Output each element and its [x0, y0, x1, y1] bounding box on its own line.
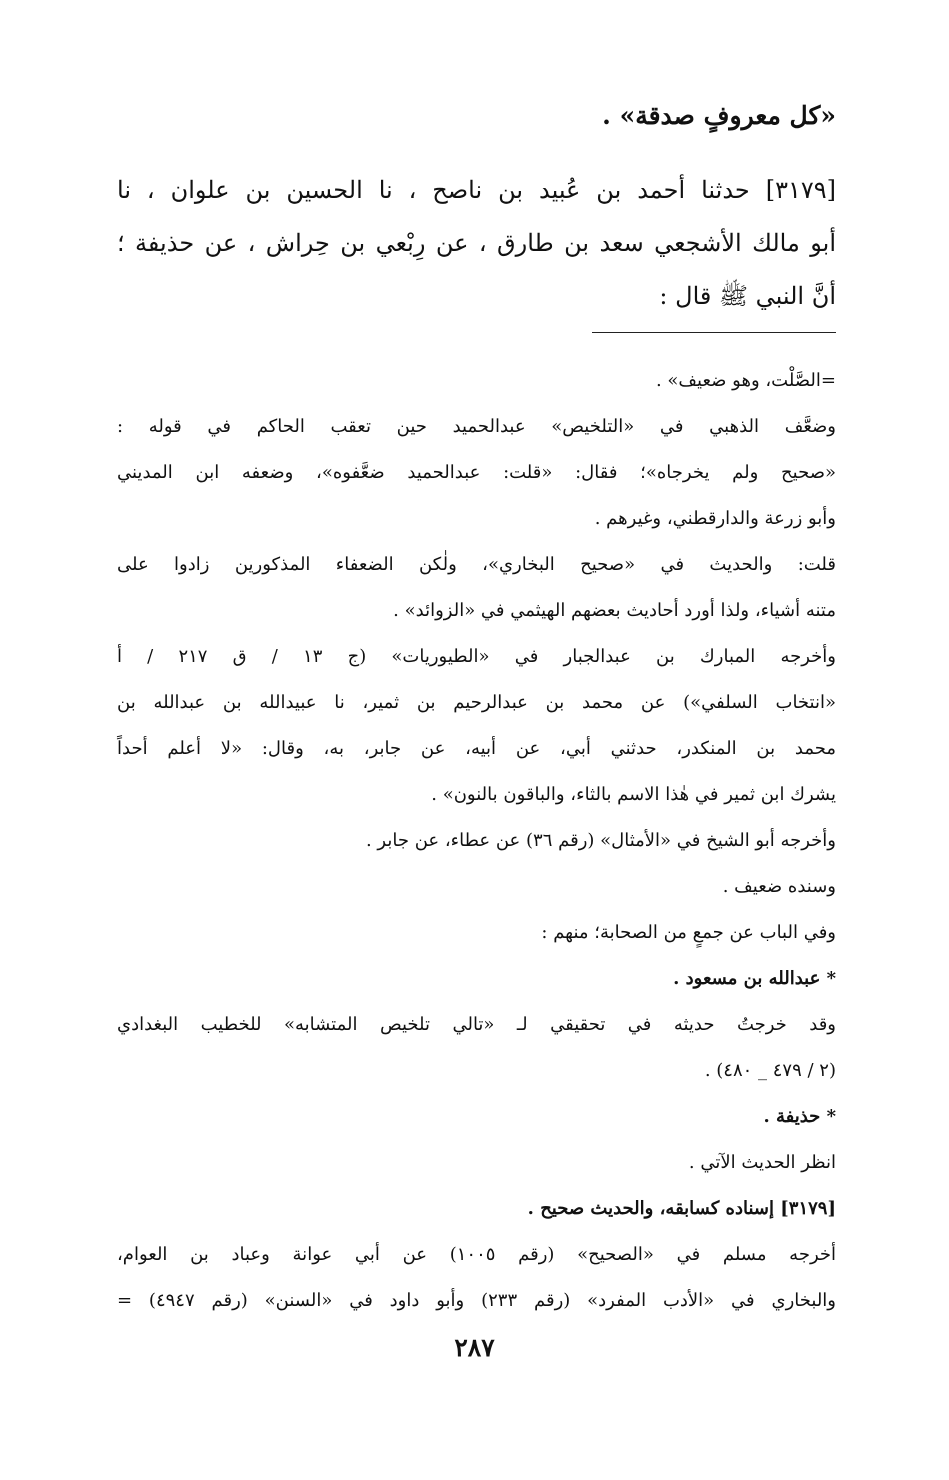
- footnote-line: وأبو زرعة والدارقطني، وغيرهم .: [594, 508, 836, 529]
- footnote-line: وقد خرجتُ حديثه في تحقيقي لـ «تالي تلخيص المتشابه» للخطيب البغدادي: [117, 1014, 836, 1035]
- footnote-line: (٢ / ٤٧٩ _ ٤٨٠) .: [704, 1060, 836, 1081]
- footnote-heading: * حذيفة .: [763, 1106, 836, 1127]
- footnote-line: وأخرجه المبارك بن عبدالجبار في «الطيوريات» (ج ١٣ / ق ٢١٧ / أ: [117, 646, 836, 667]
- footnote-line: «صحيح ولم يخرجاه»؛ فقال: «قلت: عبدالحميد ضعَّفوه»، وضعفه ابن المديني: [117, 462, 836, 483]
- footnote-separator: [592, 332, 836, 333]
- footnote-line: والبخاري في «الأدب المفرد» (رقم ٢٣٣) وأبو داود في «السنن» (رقم ٤٩٤٧) =: [117, 1290, 837, 1311]
- hadith-isnad-line-2: أبو مالك الأشجعي سعد بن طارق ، عن رِبْعي بن حِراش ، عن حذيفة ؛: [117, 229, 836, 257]
- footnote-line: «انتخاب السلفي») عن محمد بن عبدالرحيم بن ثمير، نا عبيدالله بن عبدالله بن: [117, 692, 836, 713]
- footnote-line: انظر الحديث الآتي .: [688, 1152, 836, 1173]
- hadith-ending: «كل معروفٍ صدقة» .: [602, 101, 836, 130]
- footnote-line: قلت: والحديث في «صحيح البخاري»، ولٰكن الضعفاء المذكورين زادوا على: [117, 554, 836, 575]
- footnote-heading: [٣١٧٩] إسناده كسابقه، والحديث صحيح .: [527, 1198, 836, 1219]
- page-number: ٢٨٧: [454, 1333, 495, 1362]
- footnote-line: محمد بن المنكدر، حدثني أبي، عن أبيه، عن جابر، به، وقال: «لا أعلم أحداً: [117, 738, 836, 759]
- hadith-isnad-line-3: أنَّ النبي ﷺ قال :: [659, 282, 836, 310]
- footnote-heading: * عبدالله بن مسعود .: [673, 968, 836, 989]
- hadith-isnad-line-1: [٣١٧٩] حدثنا أحمد بن عُبيد بن ناصح ، نا الحسين بن علوان ، نا: [117, 176, 836, 204]
- footnote-line: متنه أشياء، ولذا أورد أحاديث بعضهم الهيثمي في «الزوائد» .: [393, 600, 836, 621]
- footnote-line: =الصَّلْت، وهو ضعيف» .: [655, 370, 836, 391]
- footnote-line: يشرك ابن ثمير في هٰذا الاسم بالثاء، والباقون بالنون» .: [431, 784, 836, 805]
- footnote-line: وفي الباب عن جمعٍ من الصحابة؛ منهم :: [541, 922, 836, 943]
- footnote-line: وسنده ضعيف .: [722, 876, 836, 897]
- footnote-line: وضعَّف الذهبي في «التلخيص» عبدالحميد حين تعقب الحاكم في قوله :: [117, 416, 836, 437]
- footnote-line: وأخرجه أبو الشيخ في «الأمثال» (رقم ٣٦) عن عطاء، عن جابر .: [365, 830, 836, 851]
- footnote-line: أخرجه مسلم في «الصحيح» (رقم ١٠٠٥) عن أبي عوانة وعباد بن العوام،: [117, 1244, 837, 1265]
